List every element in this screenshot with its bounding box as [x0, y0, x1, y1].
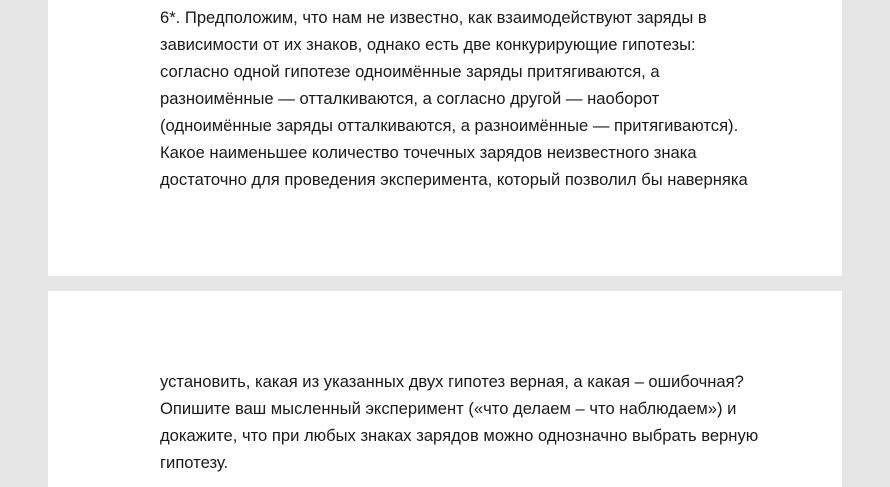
text-line: согласно одной гипотезе одноимённые заряды притягиваются, а	[160, 62, 660, 81]
text-line: достаточно для проведения эксперимента, который позволил бы наверняка	[160, 170, 748, 189]
text-line: Какое наименьшее количество точечных зарядов неизвестного знака	[160, 143, 697, 162]
text-line: гипотезу.	[160, 453, 229, 472]
text-line: Опишите ваш мысленный эксперимент («что делаем – что наблюдаем») и	[160, 399, 737, 418]
text-line: зависимости от их знаков, однако есть две конкурирующие гипотезы:	[160, 35, 696, 54]
document-page-2	[48, 291, 842, 487]
problem-text-part-2	[160, 368, 830, 476]
text-line: докажите, что при любых знаках зарядов можно однозначно выбрать верную	[160, 426, 759, 445]
problem-text-part-1	[160, 4, 830, 193]
text-line: установить, какая из указанных двух гипотез верная, а какая – ошибочная?	[160, 372, 744, 391]
text-line: разноимённые — отталкиваются, а согласно другой — наоборот	[160, 89, 660, 108]
text-line: 6*. Предположим, что нам не известно, как взаимодействуют заряды в	[160, 8, 707, 27]
text-line: (одноимённые заряды отталкиваются, а разноимённые — притягиваются).	[160, 116, 739, 135]
document-page-1	[48, 0, 842, 276]
